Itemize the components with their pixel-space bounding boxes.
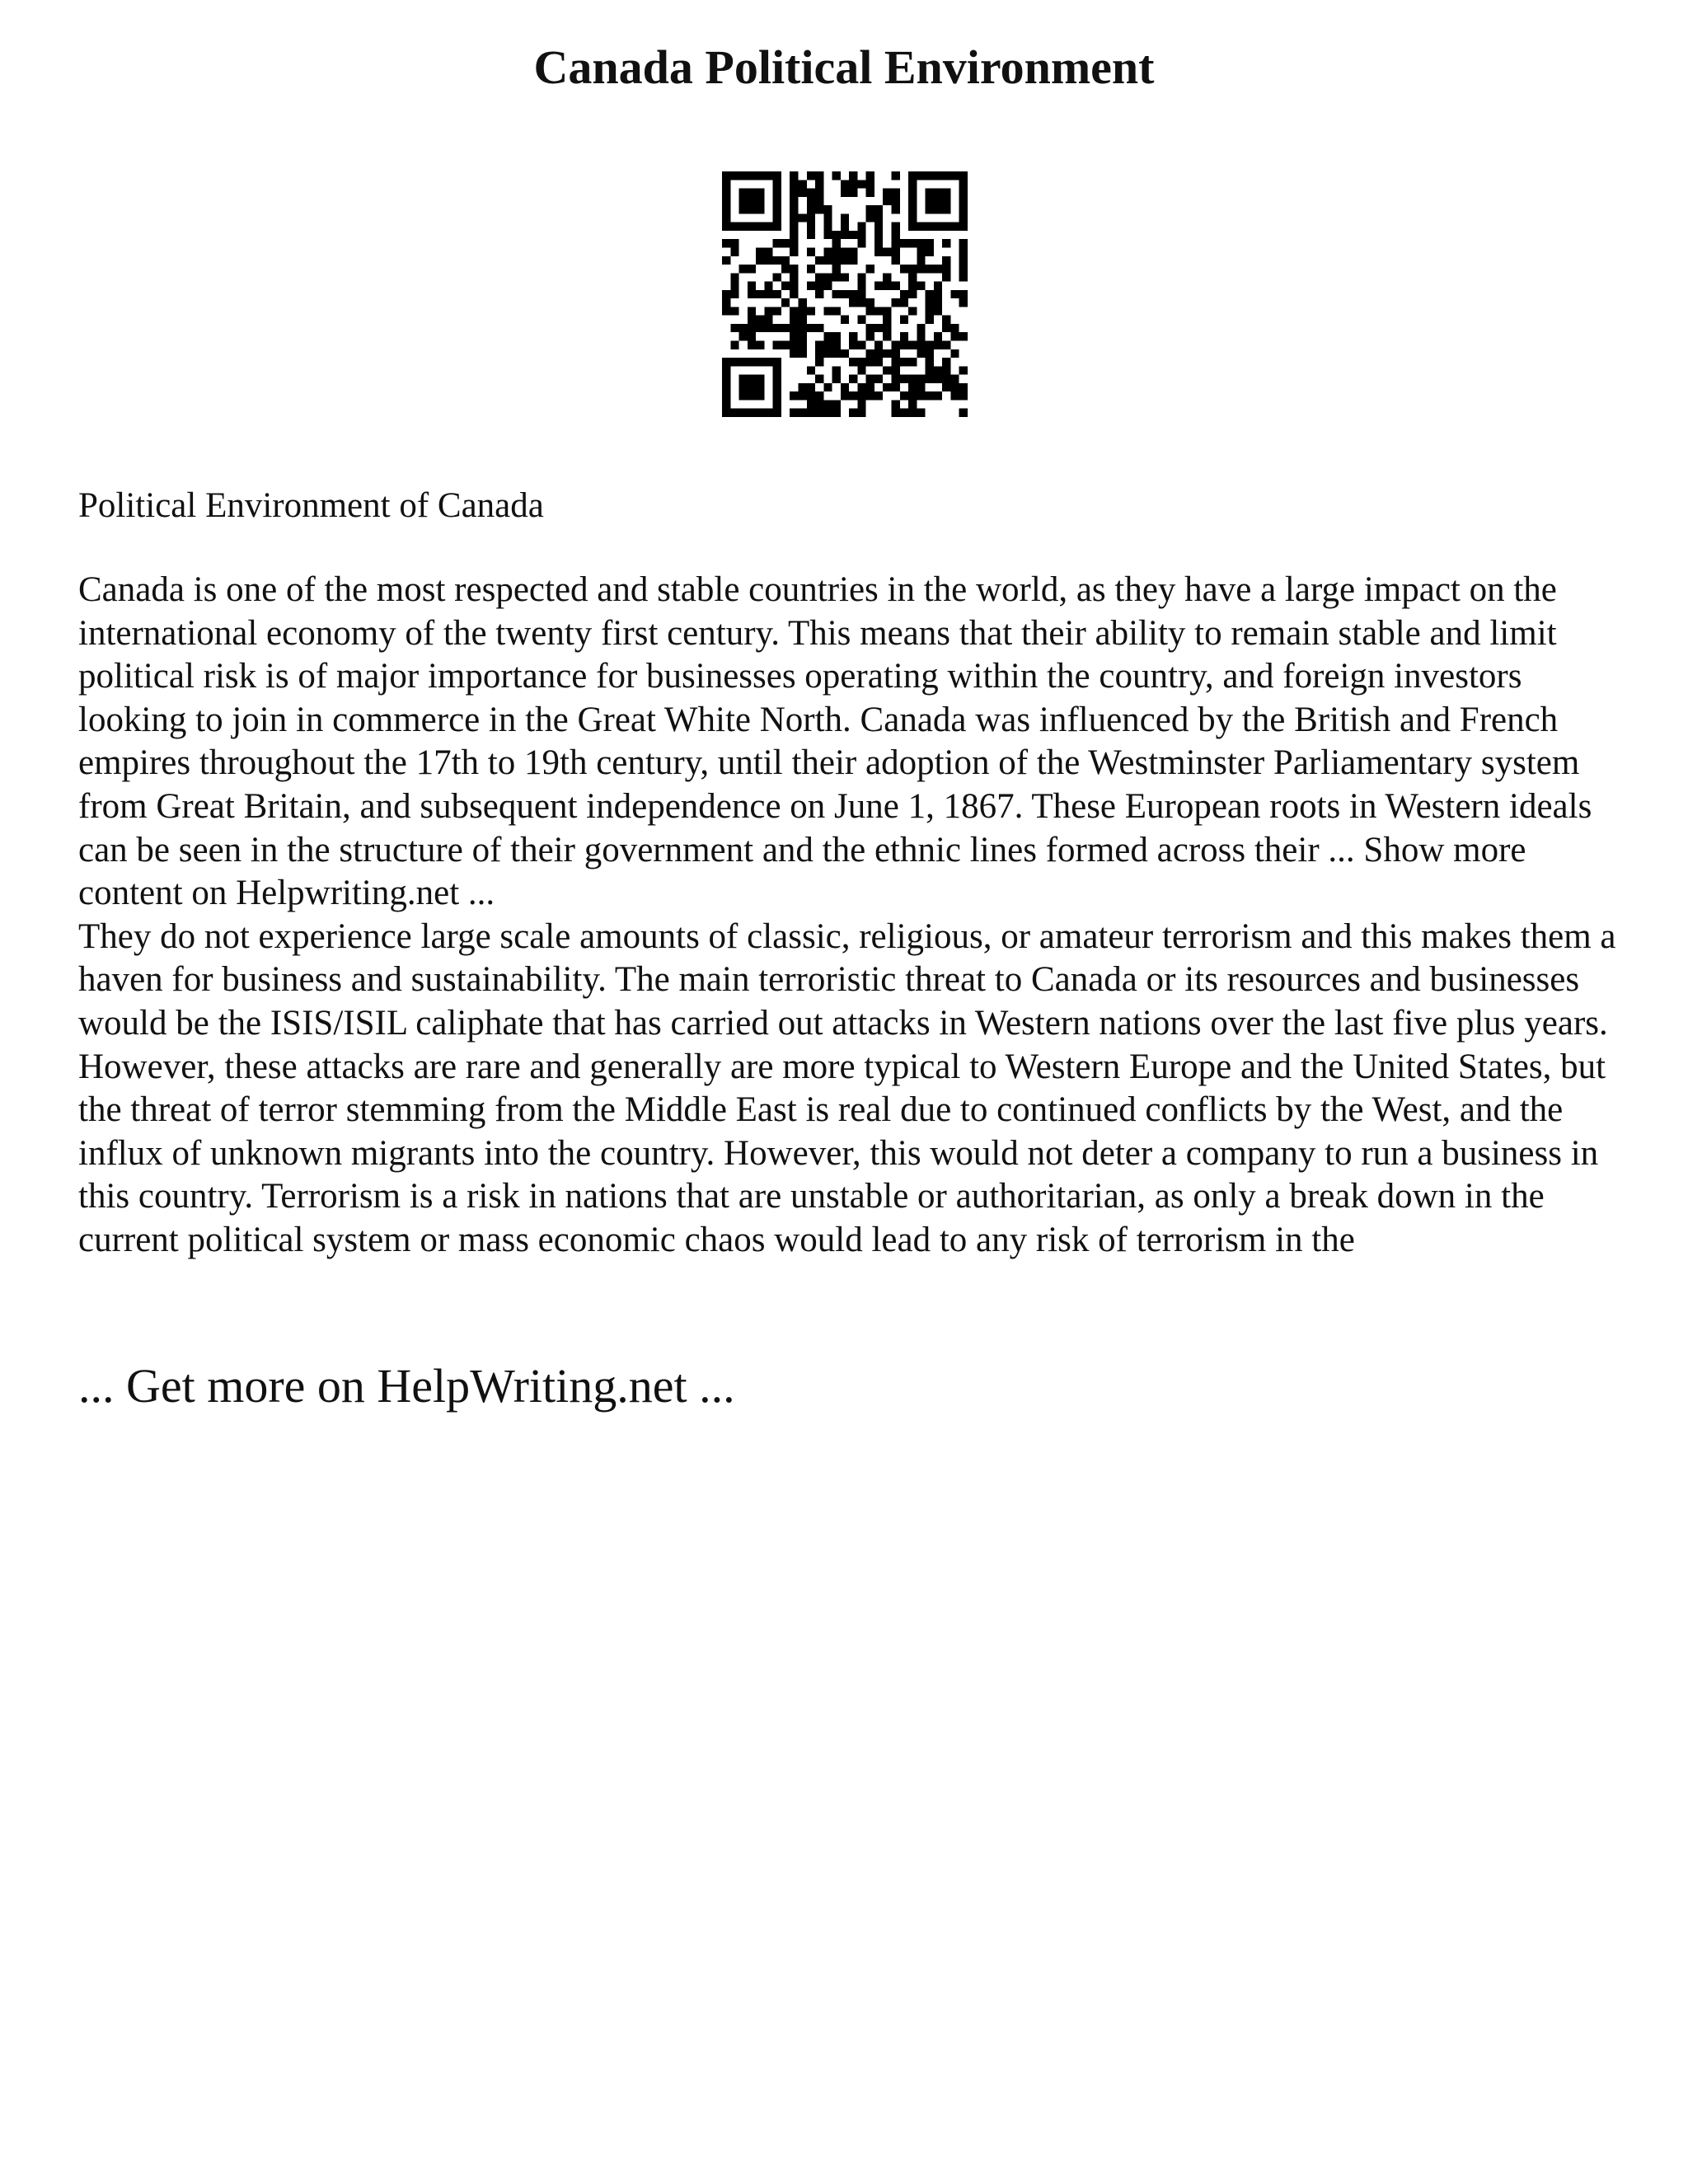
get-more-link[interactable]: ... Get more on HelpWriting.net ... [78, 1359, 735, 1413]
qr-code-icon [722, 171, 968, 417]
document-subtitle: Political Environment of Canada [78, 486, 544, 525]
document-body [78, 569, 1628, 1263]
page-title: Canada Political Environment [533, 40, 1155, 94]
body-paragraph-1: Canada is one of the most respected and stable countries in the world, as they have a large impact on the international economy of the twenty first century. This means that their ability to remain stable and limit political risk is of major importance for businesses operating within the country, and foreign investors looking to join in commerce in the Great White North. Canada was influenced by the British and French empires throughout the 17th to 19th century, until their adoption of the Westminster Parliamentary system from Great Britain, and subsequent independence on June 1, 1867. These European roots in Western ideals can be seen in the structure of their government and the ethnic lines formed across their ... Show more content on Helpwriting.net ... [78, 570, 1592, 913]
body-paragraph-2: They do not experience large scale amounts of classic, religious, or amateur terrorism and this makes them a haven for business and sustainability. The main terroristic threat to Canada or its resources and businesses would be the ISIS/ISIL caliphate that has carried out attacks in Western nations over the last five plus years. However, these attacks are rare and generally are more typical to Western Europe and the United States, but the threat of terror stemming from the Middle East is real due to continued conflicts by the West, and the influx of unknown migrants into the country. However, this would not deter a company to run a business in this country. Terrorism is a risk in nations that are unstable or authoritarian, as only a break down in the current political system or mass economic chaos would lead to any risk of terrorism in the [78, 916, 1616, 1259]
